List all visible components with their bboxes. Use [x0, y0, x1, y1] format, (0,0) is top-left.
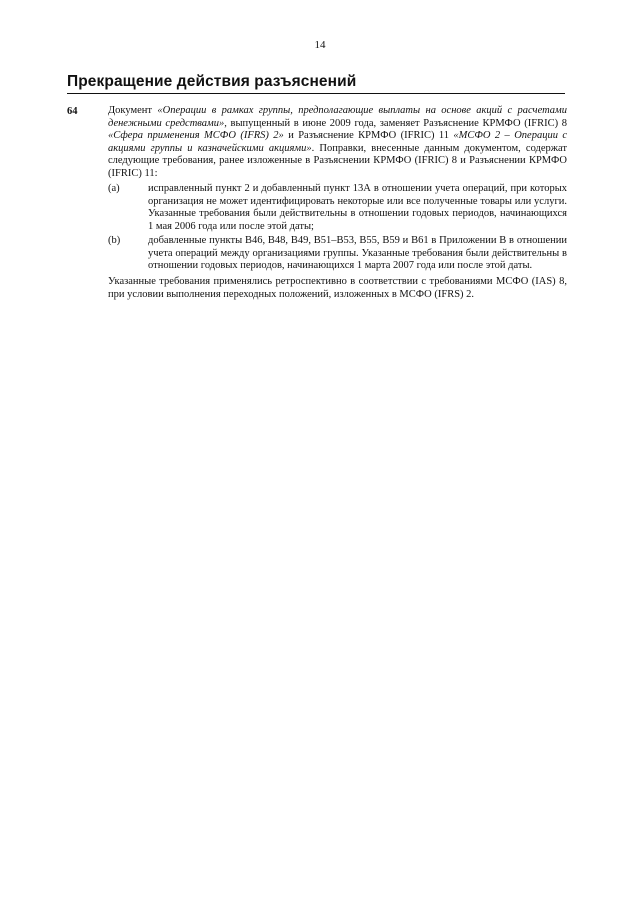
paragraph-part: , выпущенный в июне 2009 года, заменяет Разъяснение КРМФО (IFRIC) 8 [224, 117, 568, 129]
title-underline [67, 93, 565, 94]
document-title-italic: «Операции в рамках группы, предполагающие выплаты на основе акций с расчетами денежными средствами» [108, 105, 568, 129]
list-item-label: (a) [108, 183, 120, 194]
paragraph-part: Документ [108, 105, 158, 116]
paragraph-part: . Поправки, внесенные данным документом, содержат следующие требования, ранее изложенные в Разъяснении КРМФО (IFRIC) 8 и Разъяснении КРМФО (IFRIC) 11: [108, 142, 567, 179]
list-item-b [108, 235, 567, 273]
list-item-text: исправленный пункт 2 и добавленный пункт 13А в отношении учета операций, при которых организация не может идентифицировать некоторые или все полученные товары или услуги. Указанные требования были действительны в отношении годовых периодов, начинающихся 1 мая 2006 года или после этой даты; [148, 183, 567, 232]
paragraph-number: 64 [67, 106, 78, 117]
ifric11-title-italic: «МСФО 2 – Операции с акциями группы и казначейскими акциями» [108, 130, 567, 154]
list-item-label: (b) [108, 235, 121, 246]
paragraph-text [108, 105, 567, 181]
list-item-a [108, 183, 567, 233]
ifric8-title-italic: «Сфера применения МСФО (IFRS) 2» [108, 130, 284, 142]
section-title: Прекращение действия разъяснений [67, 73, 357, 90]
page-number: 14 [314, 39, 326, 51]
closing-paragraph: Указанные требования применялись ретроспективно в соответствии с требованиями МСФО (IAS) 8, при условии выполнения переходных положений, изложенных в МСФО (IFRS) 2. [108, 276, 567, 300]
list-item-text: добавленные пункты В46, В48, В49, В51–В53, В55, В59 и В61 в Приложении В в отношении учета операций между организациями группы. Указанные требования были действительны в отношении годовых периодов, начинающихся 1 марта 2007 года или после этой даты. [148, 235, 567, 272]
paragraph-part: и Разъяснение КРМФО (IFRIC) 11 [283, 130, 454, 142]
